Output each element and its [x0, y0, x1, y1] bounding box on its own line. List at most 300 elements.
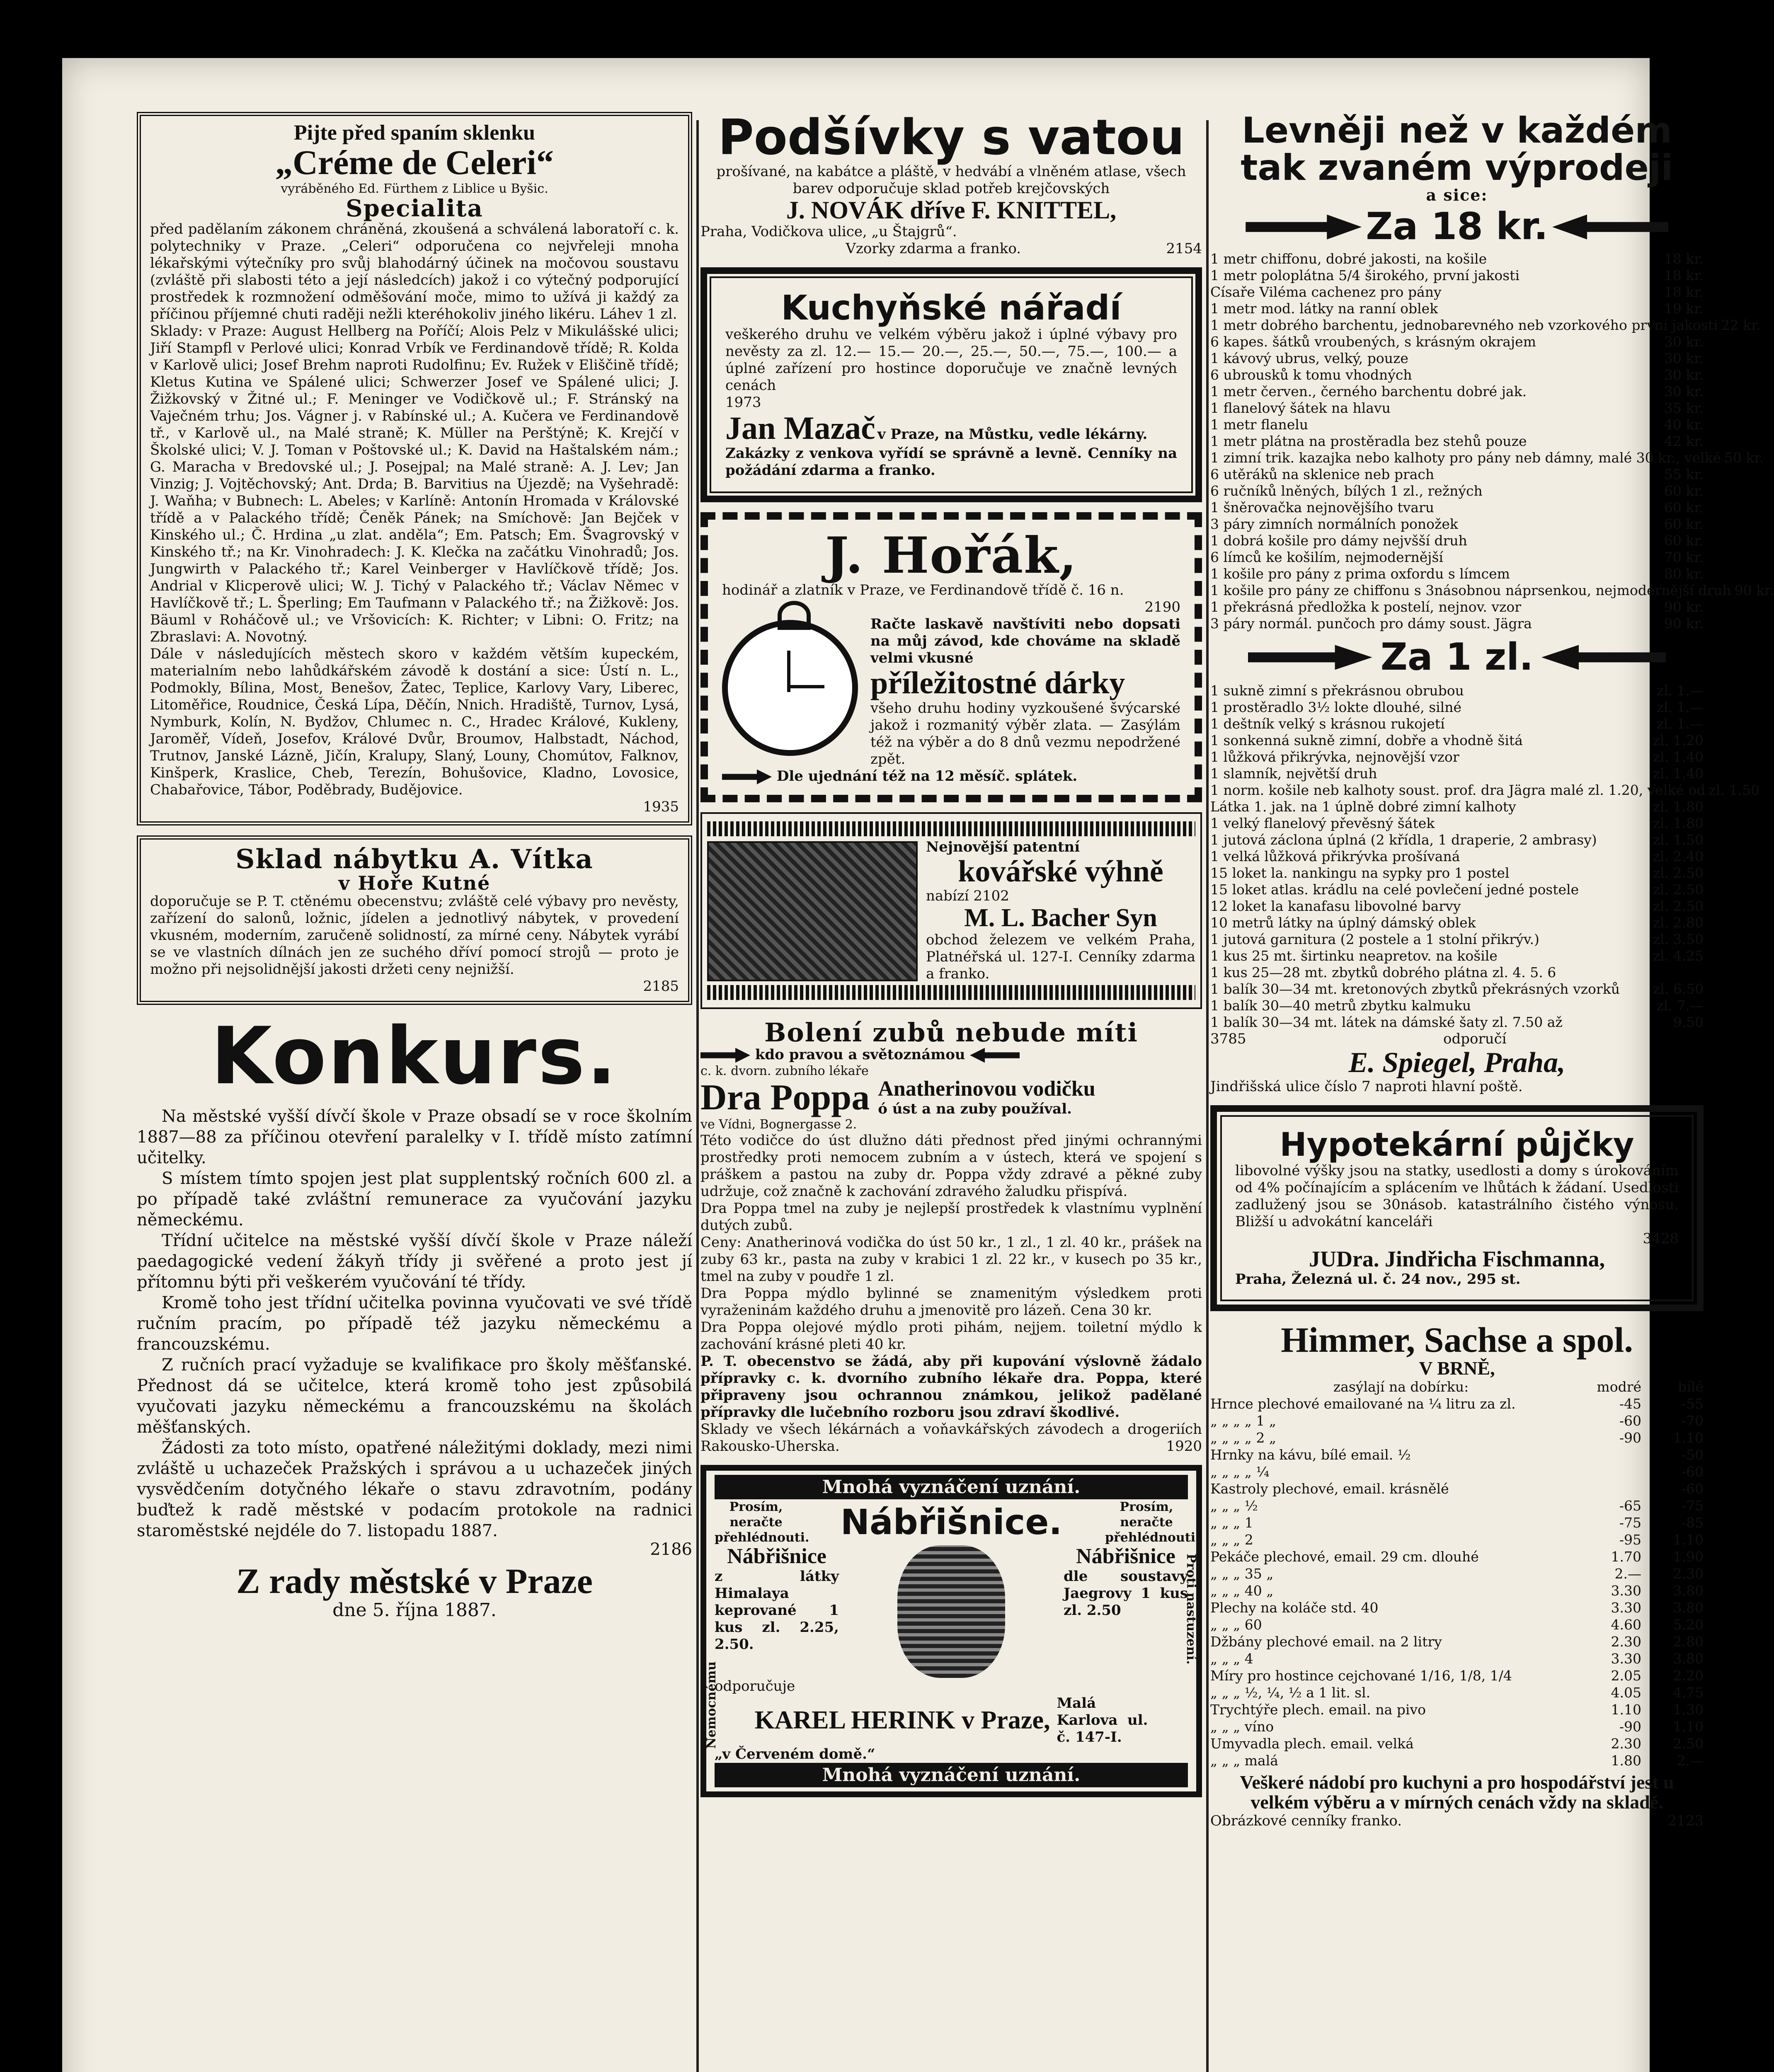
newspaper-page — [62, 58, 1774, 2072]
konkurs-code: 2186 — [650, 1539, 692, 1559]
himmer-row — [1210, 1752, 1704, 1769]
himmer-row — [1210, 1718, 1704, 1735]
ad-herink — [700, 1465, 1202, 1797]
himmer-price-modre: 3.30 — [1611, 1583, 1641, 1599]
column-middle — [700, 109, 1202, 1807]
himmer-item: „ „ „ 40 „ — [1210, 1583, 1274, 1599]
himmer-price-modre: 2.— — [1614, 1566, 1641, 1582]
himmer-price-bile: 1.30 — [1673, 1702, 1704, 1718]
price-value: 18 kr. — [1664, 283, 1704, 300]
konkurs-p4: Kromě toho jest třídní učitelka povinna vyučovati ve své třídě ručním pracím, po případě též jazyku německému a francouzskému. — [137, 1293, 692, 1354]
price-value: zl. 1.80 — [1653, 799, 1704, 815]
himmer-price-bile: -50 — [1681, 1447, 1704, 1463]
podsivky-title: Podšívky s vatou — [718, 109, 1185, 166]
price-item: 1 metr dobrého barchentu, jednobarevného neb vzorkového první jakosti — [1210, 317, 1718, 333]
himmer-item: „ „ „ malá — [1210, 1752, 1278, 1769]
pointing-hand-icon — [1246, 215, 1362, 240]
poppa-p3: Ceny: Anatherinová vodička do úst 50 kr., 1 zl., 1 zl. 40 kr., prášek na zuby 63 kr., pasta na zuby v krabici 1 zl. 22 kr., v kusech po 35 kr., tmel na zuby v poudře 1 zl. — [700, 1234, 1202, 1285]
price-item: 6 ručníků lněných, bílých 1 zl., režných — [1210, 482, 1483, 499]
himmer-item: „ „ „ „ ¼ — [1210, 1464, 1270, 1480]
himmer-item: „ „ „ 1 — [1210, 1515, 1253, 1531]
herink-right1: Prosím, neračte přehlédnouti. — [1105, 1499, 1200, 1545]
himmer-title: Himmer, Sachse a spol. — [1281, 1319, 1633, 1360]
himmer-price-modre — [1592, 1463, 1641, 1480]
bacher-offer: nabízí — [926, 888, 969, 905]
price-row — [1210, 433, 1704, 450]
price-row — [1210, 416, 1704, 433]
himmer-row — [1210, 1633, 1704, 1650]
price-item: 1 metr flanelu — [1210, 416, 1309, 433]
herink-side-right: Proti nastuzení. — [1184, 1553, 1198, 1665]
poppa-p5: Dra Poppa olejové mýdlo proti pihám, nejjem. toiletní mýdlo k zachování krásné pleti 40 kr. — [700, 1319, 1202, 1353]
himmer-price-bile: 1.90 — [1673, 1549, 1704, 1565]
podsivky-note: Vzorky zdarma a franko. — [846, 240, 1021, 257]
himmer-price-table — [1210, 1395, 1704, 1769]
herink-left1: Prosím, neračte přehlédnouti. — [715, 1499, 809, 1545]
herink-recommend: odporučuje — [715, 1677, 795, 1694]
himmer-row — [1210, 1463, 1704, 1480]
price-value: zl. 1.20 — [1653, 732, 1704, 749]
pointing-hand-icon — [1541, 645, 1666, 670]
konkurs-p1: Na městské vyšší dívčí škole v Praze obsadí se v roce školním 1887—88 za příčinou otevření paralelky v I. třídě místo zatímní učitelky. — [137, 1106, 692, 1167]
himmer-price-modre: 1.80 — [1611, 1752, 1641, 1769]
price-value: 30 kr. — [1664, 366, 1704, 383]
himmer-item: „ „ „ 4 — [1210, 1651, 1253, 1667]
poppa-p7: Sklady ve všech lékárnách a voňavkářských závodech a drogeriích Rakousko-Uherska. — [700, 1421, 1202, 1455]
price-value: zl. 1.40 — [1653, 749, 1704, 765]
celeri-body: před padělaním zákonem chráněná, zkoušená a schválená laboratoří c. k. polytechniky v Praze. „Celeri“ odporučena co nejvřeleji mnoha lékařskými výtečníky pro svůj blahodárný účinek na močovou soustavu (zvláště při slabosti této a její následcích) jakož i co výtečný podporující prostředek k rozmnožení odměšování moče, mimo to užívá ji každý za příčinou příjemné chuti raději nežli kteréhokoliv jiného likéru. Láhev 1 zl. — [150, 220, 679, 322]
himmer-item: „ „ „ 35 „ — [1210, 1566, 1274, 1582]
price-item: 1 metr chiffonu, dobré jakosti, na košile — [1210, 250, 1487, 267]
price-item: 1 metr červen., černého barchentu dobré jak. — [1210, 383, 1527, 399]
himmer-item: Hrnky na kávu, bílé email. ½ — [1210, 1447, 1411, 1463]
price-value: 30 kr. — [1664, 383, 1704, 399]
himmer-price-bile: -70 — [1681, 1413, 1704, 1429]
price-item: 1 slamník, největší druh — [1210, 765, 1377, 782]
poppa-usage: ó úst a na zuby používal. — [878, 1100, 1072, 1117]
konkurs-p3: Třídní učitelce na městské vyšší dívčí škole v Praze náleží paedagogické vedení žákyň třídy ji svěřené a proto jest jí přítomnu býti při veškerém vyučování té třídy. — [137, 1231, 692, 1292]
himmer-price-modre — [1592, 1446, 1641, 1463]
price-row — [1210, 898, 1704, 915]
horak-body: Račte laskavě navštíviti nebo dopsati na můj závod, kde chováme na skladě velmi vkusné — [870, 615, 1180, 666]
price-item: 10 metrů látky na úplný dámský oblek — [1210, 915, 1476, 931]
himmer-item: Pekáče plechové, email. 29 cm. dlouhé — [1210, 1549, 1479, 1565]
price-value: 9.50 — [1673, 1014, 1704, 1031]
price-item: 1 balík 30—40 metrů zbytku kalmuku — [1210, 997, 1471, 1014]
price-value: zl. 7.— — [1656, 997, 1704, 1014]
hypoteka-title: Hypotekární půjčky — [1280, 1126, 1634, 1164]
herink-banner: Mnohá vyznáčení uznání. — [715, 1475, 1188, 1499]
himmer-price-modre: -95 — [1619, 1532, 1641, 1548]
himmer-item: Umyvadla plech. email. velká — [1210, 1736, 1414, 1752]
spiegel-list-18kr — [1210, 250, 1774, 632]
price-value: 90 kr. — [1664, 598, 1704, 615]
himmer-price-bile: 5.20 — [1673, 1617, 1704, 1633]
himmer-item: „ „ „ ½ — [1210, 1498, 1258, 1514]
price-value: zl. 2.50 — [1653, 898, 1704, 915]
spiegel-sice: a sice: — [1426, 185, 1488, 204]
poppa-p2: Dra Poppa tmel na zuby je nejlepší prostředek k vlastnímu vyplnění dutých zubů. — [700, 1200, 1202, 1234]
price-item: 6 kapes. šátků vroubených, s krásným okrajem — [1210, 333, 1536, 350]
price-item: 1 košile pro pány ze chiffonu s 3násobnou náprsenkou, nejmodernější druh — [1210, 582, 1731, 598]
price-item: 1 metr plátna na prostěradla bez stehů pouze — [1210, 433, 1527, 449]
himmer-item: „ „ „ „ 1 „ — [1210, 1413, 1276, 1429]
himmer-row — [1210, 1735, 1704, 1752]
price-row — [1210, 334, 1704, 350]
price-item: 1 flanelový šátek na hlavu — [1210, 399, 1391, 416]
price-value: 19 kr. — [1664, 300, 1704, 317]
price-row — [1210, 981, 1704, 997]
price-item: 1 zimní trik. kazajka nebo kalhoty pro pány neb dámny, malé 30 kr., velké — [1210, 449, 1721, 466]
celeri-maker: vyráběného Ed. Fürthem z Liblice u Byšic. — [281, 181, 548, 196]
himmer-row — [1210, 1446, 1704, 1463]
herink-banner2: Mnohá vyznáčení uznání. — [715, 1763, 1188, 1787]
price-value: 90 kr. — [1734, 582, 1774, 598]
price-item: 1 balík 30—34 mt. látek na dámské šaty zl. 7.50 až — [1210, 1014, 1563, 1031]
himmer-row — [1210, 1616, 1704, 1633]
price-row — [1210, 549, 1704, 566]
price-row — [1210, 300, 1704, 317]
price-row — [1210, 566, 1704, 582]
price-row — [1210, 499, 1704, 516]
horak-foot: Dle ujednání též na 12 měsíč. splátek. — [776, 767, 1078, 784]
himmer-item: Míry pro hostince cejchované 1/16, 1/8, 1/4 — [1210, 1668, 1512, 1684]
himmer-row — [1210, 1667, 1704, 1684]
column-rule — [696, 120, 699, 2072]
podsivky-body: prošívané, na kabátce a pláště, v hedvábí a vlněném atlase, všech barev odporučuje sklad potřeb krejčovských — [716, 163, 1186, 197]
price-value: 60 kr. — [1664, 499, 1704, 516]
kuchynske-firm: Jan Mazač — [725, 409, 875, 446]
spiegel-code: 3785 — [1210, 1031, 1246, 1048]
himmer-price-bile: -60 — [1681, 1464, 1704, 1480]
decorative-stripe — [707, 985, 1195, 1000]
price-item: 1 lůžková přikrývka, nejnovější vzor — [1210, 749, 1459, 765]
celeri-title: „Créme de Celeri“ — [275, 143, 554, 182]
nabytek-title: Sklad nábytku A. Vítka — [235, 843, 594, 875]
price-value: 35 kr. — [1664, 399, 1704, 416]
price-value: zl. 3.50 — [1653, 931, 1704, 948]
himmer-item: „ „ „ „ 2 „ — [1210, 1430, 1276, 1446]
price-value: 18 kr. — [1664, 267, 1704, 283]
price-row — [1210, 931, 1704, 948]
price-row — [1210, 449, 1764, 466]
kuchynske-title: Kuchyňské nářadí — [781, 288, 1122, 328]
ad-kuchynske — [700, 267, 1202, 502]
himmer-row — [1210, 1582, 1704, 1599]
himmer-item: Kastroly plechové, email. krásnělé — [1210, 1481, 1449, 1497]
himmer-price-bile: 3.80 — [1673, 1583, 1704, 1599]
price-item: 1 balík 30—34 mt. kretonových zbytků překrásných vzorků — [1210, 981, 1620, 997]
column-rule — [1206, 120, 1209, 2072]
price-row — [1210, 284, 1704, 300]
himmer-price-bile: 3.80 — [1673, 1651, 1704, 1667]
herink-side-left: Nemocnému — [704, 1661, 719, 1749]
himmer-foot: Veškeré nádobí pro kuchyni a pro hospodářství jest u velkém výběru a v mírných cenách vždy na skladě. — [1240, 1772, 1674, 1813]
price-item: 1 kus 25—28 mt. zbytků dobrého plátna zl. 4. 5. 6 — [1210, 964, 1556, 981]
himmer-row — [1210, 1650, 1704, 1667]
herink-title: Nábřišnice. — [840, 1502, 1062, 1543]
herink-leftname: Nábřišnice — [727, 1544, 826, 1568]
price-item: 1 jutová garnitura (2 postele a 1 stolní přikrýv.) — [1210, 931, 1539, 948]
hypoteka-code: 3428 — [1643, 1230, 1679, 1247]
price-row — [1210, 599, 1704, 615]
himmer-item: „ „ „ ½, ¼, ½ a 1 lit. sl. — [1210, 1685, 1371, 1701]
price-value: 18 kr. — [1664, 250, 1704, 267]
price-row — [1210, 815, 1704, 832]
price-item: 1 šněrovačka nejnovějšího tvaru — [1210, 499, 1435, 516]
himmer-price-bile: 2.— — [1677, 1752, 1704, 1769]
poppa-p1: Této vodičce do úst dlužno dáti přednost před jinými ochrannými prostředky proti nemocem zubním a v ústech, která ve spojení s práškem a pastou na zuby dr. Poppa vždy zdravé a pěkné zuby udržuje, což značně k zachování zdravého žaludku přispívá. — [700, 1132, 1202, 1200]
price-item: 1 velká lůžková přikrývka prošívaná — [1210, 848, 1460, 865]
poppa-p6: P. T. obecenstvo se žádá, aby při kupování výslovně žádalo přípravky c. k. dvorního zubního lékaře dra. Poppa, které připraveny jsou ochrannou známkou, jelikož padělané přípravky dle lučebního rozboru jsou zdraví škodlivé. — [700, 1353, 1202, 1421]
ad-nabytek — [137, 835, 692, 1005]
himmer-row — [1210, 1599, 1704, 1616]
price-item: 15 loket atlas. krádlu na celé povlečení jedné postele — [1210, 881, 1579, 898]
ad-podsivky — [700, 109, 1202, 257]
price-item: 1 norm. košile neb kalhoty soust. prof. dra Jägra malé zl. 1.20, velké od — [1210, 782, 1706, 799]
price-row — [1210, 881, 1704, 898]
himmer-note: Obrázkové cenníky franko. — [1210, 1812, 1402, 1829]
pointing-hand-icon — [1552, 215, 1668, 240]
bacher-head: Nejnovější patentní — [926, 838, 1080, 855]
spiegel-firm: E. Spiegel, Praha, — [1348, 1047, 1566, 1079]
himmer-price-bile: 1.10 — [1673, 1532, 1704, 1548]
price-value: zl. 2.50 — [1653, 865, 1704, 881]
nabytek-subtitle: v Hoře Kutné — [338, 871, 491, 894]
price-row — [1210, 832, 1704, 848]
himmer-row — [1210, 1565, 1704, 1582]
konkurs-sign: Z rady městské v Praze — [236, 1561, 593, 1601]
price-row — [1210, 367, 1704, 383]
price-value: zl. 1.50 — [1709, 782, 1759, 799]
price-item: 6 límců ke košilím, nejmodernější — [1210, 549, 1443, 565]
poppa-title: Bolení zubů nebude míti — [764, 1017, 1138, 1048]
price-value: zl. 2.80 — [1653, 915, 1704, 931]
poppa-p4: Dra Poppa mýdlo bylinné se znamenitým výsledkem proti vyraženinám každého druhu a jmenovitě pro lázeň. Cena 30 kr. — [700, 1285, 1202, 1319]
price-item: 3 páry zimních normálních ponožek — [1210, 516, 1458, 532]
price-row — [1210, 383, 1704, 400]
price-item: 1 metr mod. látky na ranní oblek — [1210, 300, 1438, 317]
himmer-item: Hrnce plechové emailované na ¼ litru za zl. — [1210, 1396, 1516, 1412]
price-item: 1 sonkenná sukně zimní, dobře a vhodně šitá — [1210, 732, 1523, 749]
price-item: 1 překrásná předložka k postelí, nejnov. vzor — [1210, 598, 1522, 615]
himmer-price-modre: 2.05 — [1611, 1668, 1641, 1684]
spiegel-title: Levněji než v každém tak zvaném výprodeji — [1241, 110, 1673, 189]
ad-poppa — [700, 1019, 1202, 1455]
ad-himmer — [1210, 1321, 1704, 1830]
price-row — [1210, 732, 1704, 749]
himmer-item: „ „ „ 60 — [1210, 1617, 1262, 1633]
spiegel-list-1zl — [1210, 683, 1759, 1031]
price-row — [1210, 865, 1704, 881]
herink-rightname: Nábřišnice — [1076, 1544, 1175, 1568]
hypoteka-body: libovolné výšky jsou na statky, usedlosti a domy s úrokováním od 4% počínajícím a splácením ve lhůtách k žádaní. Usedlosti zadlužený jsou se 30násob. katastrálního čistého výnosu. Bližší u advokátní kanceláři — [1235, 1162, 1679, 1230]
price-value: 42 kr. — [1664, 433, 1704, 449]
price-value: 22 kr. — [1721, 317, 1761, 333]
pointing-hand-icon — [722, 770, 772, 784]
spiegel-recommend: odporučí — [1443, 1031, 1507, 1048]
himmer-row — [1210, 1480, 1704, 1497]
price-item: Látka 1. jak. na 1 úplně dobré zimní kalhoty — [1210, 799, 1516, 815]
himmer-price-bile: 1.10 — [1673, 1719, 1704, 1735]
price-value: 55 kr. — [1664, 466, 1704, 482]
price-item: 15 loket la. nankingu na sypky pro 1 postel — [1210, 865, 1510, 881]
horak-title: J. Hořák, — [825, 526, 1078, 585]
price-row — [1210, 749, 1704, 765]
himmer-item: Plechy na koláče std. 40 — [1210, 1600, 1379, 1616]
price-row — [1210, 516, 1704, 533]
price-value: zl. 6.50 — [1653, 981, 1704, 997]
ad-celeri — [137, 112, 692, 825]
ad-konkurs — [137, 1010, 692, 1621]
price-row — [1210, 466, 1704, 483]
himmer-row — [1210, 1497, 1704, 1514]
price-value: 60 kr. — [1664, 532, 1704, 549]
konkurs-p2: S místem tímto spojen jest plat supplentský ročních 600 zl. a po případě také zvláštní remunerace za vyučování jazyku německému. — [137, 1169, 692, 1230]
himmer-price-bile: 4.75 — [1673, 1685, 1704, 1701]
price-value: zl. 1.80 — [1653, 815, 1704, 832]
price-item: 1 velký flanelový převěsný šátek — [1210, 815, 1435, 832]
horak-body2: všeho druhu hodiny vyzkoušené švýcarské jakož i rozmanitý výběr zlata. — Zasýlám též na výběr a do 8 dnů vezmu nepodržené zpět. — [870, 700, 1180, 767]
price-value: 50 kr. — [1724, 449, 1764, 466]
poppa-code: 1920 — [1166, 1438, 1202, 1455]
podsivky-code: 2154 — [1166, 240, 1202, 257]
himmer-price-bile: 3.80 — [1673, 1600, 1704, 1616]
price-value: 60 kr. — [1664, 482, 1704, 499]
price-item: 12 loket la kanafasu libovolné barvy — [1210, 898, 1461, 915]
bacher-title: kovářské výhně — [958, 854, 1163, 888]
price-row — [1210, 699, 1704, 716]
price-item: 1 deštník velký s krásnou rukojetí — [1210, 716, 1445, 732]
himmer-item: „ „ „ víno — [1210, 1719, 1274, 1735]
price-value: zl. 1.— — [1656, 716, 1704, 732]
price-row — [1210, 533, 1704, 549]
herink-leftbody: z látky Himalaya keprované 1 kus zl. 2.25, 2.50. — [715, 1568, 839, 1653]
himmer-row — [1210, 1429, 1704, 1446]
price-item: 1 sukně zimní s překrásnou obrubou — [1210, 683, 1464, 699]
price-value: zl. 2.50 — [1653, 881, 1704, 898]
price-value: zl. 1.— — [1656, 683, 1704, 699]
price-value: 30 kr. — [1664, 333, 1704, 350]
column-right — [1210, 110, 1774, 1830]
pointing-hand-icon — [970, 1048, 1020, 1063]
himmer-price-modre: -75 — [1619, 1515, 1641, 1531]
herink-firm: KAREL HERINK v Praze, — [754, 1706, 1050, 1734]
himmer-price-bile: 1.10 — [1673, 1430, 1704, 1446]
price-row — [1210, 765, 1704, 782]
himmer-item: Trychtýře plech. email. na pivo — [1210, 1702, 1426, 1718]
bacher-code: 2102 — [973, 888, 1009, 905]
himmer-row — [1210, 1701, 1704, 1718]
horak-line: hodinář a zlatník v Praze, ve Ferdinandově třídě č. 16 n. — [722, 581, 1124, 598]
price-item: Císaře Viléma cachenez pro pány — [1210, 283, 1442, 300]
kuchynske-addr: v Praze, na Můstku, vedle lékárny. — [877, 426, 1148, 443]
price-row — [1210, 615, 1704, 632]
price-item: 6 ubrousků k tomu vhodných — [1210, 366, 1412, 383]
price-row — [1210, 317, 1761, 334]
konkurs-date: dne 5. října 1887. — [332, 1599, 497, 1621]
price-item: 1 metr poloplátna 5/4 širokého, první jakosti — [1210, 267, 1520, 283]
price-row — [1210, 1014, 1704, 1031]
podsivky-firm: J. NOVÁK dříve F. KNITTEL, — [786, 196, 1117, 224]
price-row — [1210, 782, 1759, 799]
price-row — [1210, 964, 1704, 981]
himmer-price-bile: 2.50 — [1673, 1736, 1704, 1752]
poppa-cert: c. k. dvorn. zubního lékaře — [700, 1063, 869, 1078]
kuchynske-body: veškerého druhu ve velkém výběru jakož i úplné výbavy pro nevěsty za zl. 12.— 15.— 20.—, 25.—, 50.—, 75.—, 100.— a úplné zařízení pro hostince doporučuje ve značně levných cenách — [725, 326, 1177, 394]
pocket-watch-icon — [722, 620, 858, 756]
herink-rightbody: dle soustavy Jaegrovy 1 kus zl. 2.50 — [1064, 1568, 1188, 1619]
spiegel-price-head-1: Za 18 kr. — [1366, 205, 1548, 249]
himmer-price-bile: 2.20 — [1673, 1668, 1704, 1684]
himmer-price-modre: 2.30 — [1611, 1634, 1641, 1650]
himmer-lead: zasýlají na dobírku: — [1333, 1379, 1469, 1395]
himmer-price-bile: 2.30 — [1673, 1566, 1704, 1582]
celeri-sklady: Sklady: v Praze: August Hellberg na Poříčí; Alois Pelz v Mikulášské ulici; Jiří Stampfl v Perlové ulici; Konrad Vrbík ve Ferdinandově třídě; R. Kolda v Karlově ulici; Josef Brehm naproti Rudolfinu; Ev. Ružek v Eliščině třídě; Kletus Kutina ve Spálené ulici; Schwerzer Josef ve Spálené ulici; J. Žižkovský v Žitné ul.; F. Meninger ve Vodičkově ul.; F. Stránský na Vaječném trhu; Jos. Vágner j. v Rabínské ul.; A. Kučera ve Ferdinandově tř., v Karlově ul., na Malé straně; K. Müller na Perštýně; K. Krejčí v Školské ulici; V. J. Toman v Poštovské ul.; K. David na Haštalském nám.; G. Maracha v Bredovské ul.; J. Posejpal; na Malé straně: A. J. Lev; Jan Vinzig; J. Vojtěchovský; Ant. Drda; B. Barvitius na Újezdě; na Vyšehradě: J. Waňha; v Bubnech: L. Abeles; v Karlíně: Antonín Hromada v Královské třídě a v Palackého třídě; Čeněk Pánek; na Smíchově: Jan Bejček v Kinského ul.; Č. Hrdina „u zlat. anděla“; Em. Patsch; Em. Švagrovský v Kinského tř.; na Kr. Vinohradech: J. K. Klečka na začátku Vinohradů; Jos. Jungwirth v Palackého tř.; Karel Veinberger v Havlíčkově třídě; Jos. Andrial v Klicperově ulici; W. J. Tichý v Palackého tř.; Václav Němec v Havlíčkově tř.; L. Šperling; Em Taufmann v Palackého tř.; na Žižkově: Jos. Bäuml v Roháčově ul.; ve Vršovicích: K. Richter; v Libni: O. Fritz; na Zbraslavi: A. Novotný. — [150, 322, 679, 645]
price-value: zl. 1.50 — [1653, 832, 1704, 848]
price-item: 1 dobrá košile pro dámy nejvšší druh — [1210, 532, 1467, 549]
himmer-price-modre: 4.60 — [1611, 1617, 1641, 1633]
himmer-code: 2123 — [1667, 1812, 1704, 1829]
kuchynske-code: 1973 — [725, 394, 761, 411]
price-value: 80 kr. — [1664, 565, 1704, 582]
price-value: zl. 1.— — [1656, 699, 1704, 716]
himmer-price-bile: -55 — [1681, 1396, 1704, 1412]
poppa-product: Anatherinovou vodičku — [878, 1077, 1095, 1101]
himmer-col-bile: bílé — [1678, 1379, 1704, 1395]
himmer-price-modre: -60 — [1619, 1413, 1641, 1429]
himmer-item: Džbány plechové email. na 2 litry — [1210, 1634, 1442, 1650]
nabytek-code: 2185 — [643, 978, 679, 995]
himmer-price-modre — [1592, 1480, 1641, 1497]
ad-bacher — [700, 812, 1202, 1009]
himmer-row — [1210, 1531, 1704, 1548]
price-row — [1210, 267, 1704, 284]
poppa-place: ve Vídni, Bognergasse 2. — [700, 1117, 857, 1132]
price-item: 1 prostěradlo 3½ lokte dlouhé, silné — [1210, 699, 1462, 716]
podsivky-addr: Praha, Vodičkova ulice, „u Štajgrů“. — [700, 223, 957, 240]
price-item: 1 jutová záclona úplná (2 křídla, 1 draperie, 2 ambrasy) — [1210, 832, 1597, 848]
ad-horak — [700, 512, 1202, 802]
horak-gift: příležitostné dárky — [870, 665, 1125, 700]
poppa-doctor: Dra Poppa — [700, 1077, 870, 1118]
price-item: 6 utěráků na sklenice neb prach — [1210, 466, 1435, 482]
price-row — [1210, 350, 1704, 367]
price-row — [1210, 400, 1704, 416]
himmer-price-modre: 3.30 — [1611, 1600, 1641, 1616]
price-row — [1210, 799, 1704, 815]
konkurs-p6: Žádosti za toto místo, opatřené náležitými doklady, mezi nimi zvláště u uchazeček Pražských i správou a u uchazeček jiných vysvědčením dotyčného lékaře o stavu zdravotním, podány buďtež k radě městské v podacím protokole na radnici staroměstské nejdéle do 7. listopadu 1887. — [137, 1438, 692, 1540]
himmer-row — [1210, 1684, 1704, 1701]
spiegel-price-head-2: Za 1 zl. — [1380, 635, 1534, 679]
price-row — [1210, 716, 1704, 732]
price-value: 60 kr. — [1664, 516, 1704, 532]
price-value: 70 kr. — [1664, 549, 1704, 565]
price-item: 3 páry normál. punčoch pro dámy soust. Jägra — [1210, 615, 1532, 632]
himmer-col-modre: modré — [1597, 1379, 1641, 1395]
abdominal-belt-illustration-icon — [897, 1545, 1005, 1678]
price-row — [1210, 915, 1704, 931]
himmer-city: V BRNĚ, — [1419, 1357, 1495, 1379]
celeri-line1: Pijte před spaním sklenku — [293, 121, 536, 145]
price-item: 1 košile pro pány z prima oxfordu s límcem — [1210, 565, 1510, 582]
celeri-code: 1935 — [643, 798, 679, 815]
himmer-price-modre: -65 — [1619, 1498, 1641, 1514]
horak-code: 2190 — [1144, 598, 1180, 615]
price-item: 1 kus 25 mt. širtinku neapretov. na košile — [1210, 948, 1498, 964]
himmer-row — [1210, 1548, 1704, 1565]
price-row — [1210, 483, 1704, 499]
